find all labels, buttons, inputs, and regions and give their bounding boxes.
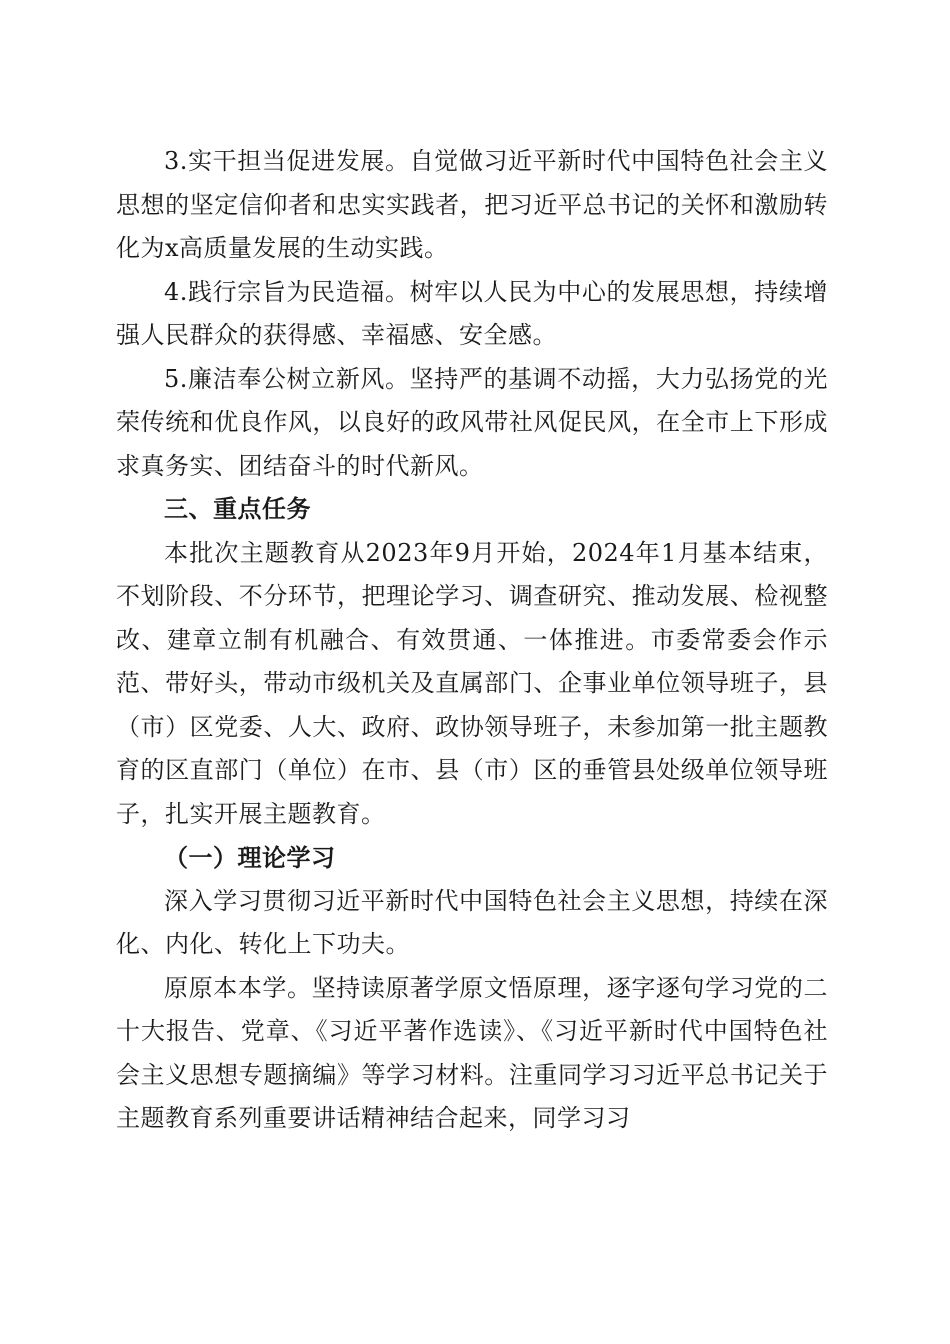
subsection-heading: （一）理论学习 — [164, 843, 336, 872]
paragraph-item-5: 5.廉洁奉公树立新风。坚持严的基调不动摇，大力弘扬党的光荣传统和优良作风，以良好的政风带社风促民风，在全市上下形成求真务实、团结奋斗的时代新风。 — [116, 364, 828, 480]
paragraph-theory-intro: 深入学习贯彻习近平新时代中国特色社会主义思想，持续在深化、内化、转化上下功夫。 — [116, 886, 828, 958]
section-heading: 三、重点任务 — [164, 495, 311, 523]
paragraph-item-3: 3.实干担当促进发展。自觉做习近平新时代中国特色社会主义思想的坚定信仰者和忠实实践者，把习近平总书记的关怀和激励转化为x高质量发展的生动实践。 — [116, 147, 828, 262]
paragraph-schedule: 本批次主题教育从2023年9月开始，2024年1月基本结束，不划阶段、不分环节，把理论学习、调查研究、推动发展、检视整改、建章立制有机融合、有效贯通、一体推进。市委常委会作示范、带好头，带动市级机关及直属部门、企事业单位领导班子，县（市）区党委、人大、政府、政协领导班子，未参加第一批主题教育的区直部门（单位）在市、县（市）区的垂管县处级单位领导班子，扎实开展主题教育。 — [116, 538, 828, 828]
document-body — [116, 140, 828, 1141]
paragraph-theory-study: 原原本本学。坚持读原著学原文悟原理，逐字逐句学习党的二十大报告、党章、《习近平著作选读》、《习近平新时代中国特色社会主义思想专题摘编》等学习材料。注重同学习习近平总书记关于主题教育系列重要讲话精神结合起来，同学习习 — [116, 973, 828, 1132]
paragraph-item-4: 4.践行宗旨为民造福。树牢以人民为中心的发展思想，持续增强人民群众的获得感、幸福感、安全感。 — [116, 277, 828, 349]
